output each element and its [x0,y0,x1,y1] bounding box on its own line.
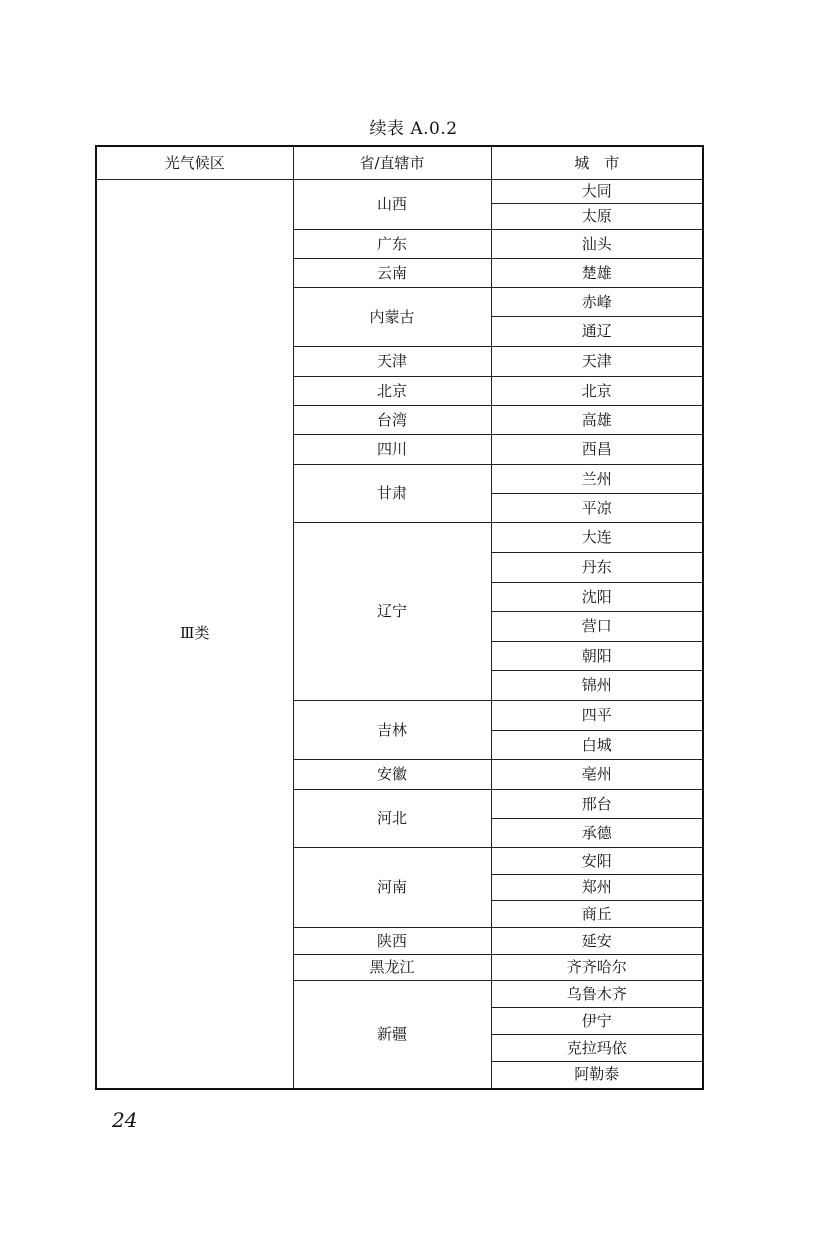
city-cell: 乌鲁木齐 [491,981,703,1008]
city-cell: 大连 [491,523,703,553]
climate-zone-table [95,145,704,1090]
province-cell: 吉林 [293,701,491,760]
city-cell: 朝阳 [491,642,703,671]
city-cell: 营口 [491,612,703,642]
city-cell: 太原 [491,204,703,230]
city-cell: 阿勒泰 [491,1062,703,1089]
city-cell: 汕头 [491,230,703,259]
province-cell: 新疆 [293,981,491,1089]
province-cell: 河南 [293,848,491,928]
table-caption: 续表 A.0.2 [369,119,458,139]
city-cell: 北京 [491,377,703,406]
city-cell: 商丘 [491,901,703,928]
table-body [96,180,703,1089]
city-cell: 西昌 [491,435,703,465]
city-cell: 承德 [491,819,703,848]
province-cell: 广东 [293,230,491,259]
city-cell: 伊宁 [491,1008,703,1035]
city-cell: 齐齐哈尔 [491,955,703,981]
city-cell: 赤峰 [491,288,703,317]
city-cell: 楚雄 [491,259,703,288]
city-cell: 邢台 [491,790,703,819]
province-cell: 北京 [293,377,491,406]
city-cell: 通辽 [491,317,703,347]
city-cell: 锦州 [491,671,703,701]
province-cell: 四川 [293,435,491,465]
city-cell: 天津 [491,347,703,377]
city-cell: 大同 [491,180,703,204]
province-cell: 天津 [293,347,491,377]
table-row [96,180,703,204]
page-number: 24 [112,1108,138,1132]
province-cell: 黑龙江 [293,955,491,981]
city-cell: 四平 [491,701,703,731]
header-city: 城 市 [491,146,703,180]
province-cell: 安徽 [293,760,491,790]
city-cell: 白城 [491,731,703,760]
city-cell: 安阳 [491,848,703,875]
province-cell: 甘肃 [293,465,491,523]
city-cell: 沈阳 [491,583,703,612]
header-zone: 光气候区 [96,146,293,180]
province-cell: 山西 [293,180,491,230]
city-cell: 克拉玛依 [491,1035,703,1062]
header-row [96,146,703,180]
province-cell: 河北 [293,790,491,848]
zone-cell: Ⅲ类 [96,180,293,1089]
province-cell: 辽宁 [293,523,491,701]
city-cell: 延安 [491,928,703,955]
province-cell: 陕西 [293,928,491,955]
city-cell: 郑州 [491,875,703,901]
province-cell: 内蒙古 [293,288,491,347]
city-cell: 丹东 [491,553,703,583]
city-cell: 兰州 [491,465,703,494]
province-cell: 台湾 [293,406,491,435]
city-cell: 高雄 [491,406,703,435]
city-cell: 亳州 [491,760,703,790]
province-cell: 云南 [293,259,491,288]
header-province: 省/直辖市 [293,146,491,180]
city-cell: 平凉 [491,494,703,523]
